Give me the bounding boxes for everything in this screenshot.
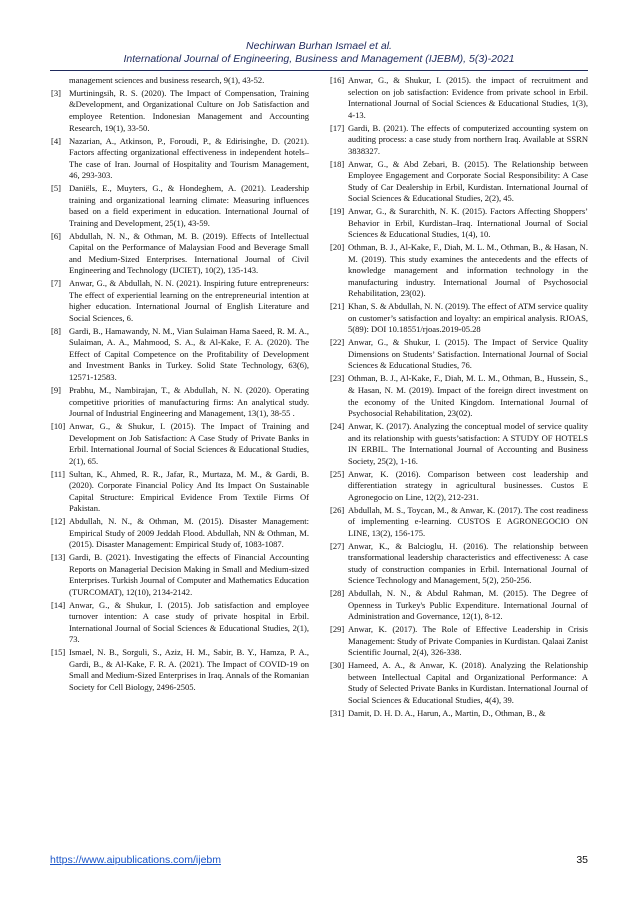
reference-item	[330, 624, 588, 659]
reference-item	[51, 600, 309, 646]
reference-item	[330, 588, 588, 623]
reference-number: [21]	[330, 301, 345, 312]
reference-text: Sultan, K., Ahmed, R. R., Jafar, R., Murtaza, M. M., & Gardi, B. (2020). Corporate Financial Policy And Its Impact On Sustainable Capital Structure: Empirical Evidence From Textile Firms Of Pakistan.	[69, 468, 309, 514]
reference-text: Abdullah, N. N., & Othman, M. B. (2019). Effects of Intellectual Capital on the Performance of Malaysian Food and Beverage Small and Medium-Sized Enterprises. International Journal of Civil Engineering and Technology (IJCIET), 10(2), 135-143.	[69, 230, 309, 276]
reference-number: [20]	[330, 242, 345, 253]
reference-number: [10]	[51, 420, 66, 431]
reference-item	[51, 516, 309, 551]
reference-item	[330, 660, 588, 706]
reference-item	[51, 136, 309, 182]
reference-text: Anwar, K. (2016). Comparison between cost leadership and differentiation strategy in agricultural businesses. Custos E Agronegocio on Line, 12(2), 212-231.	[348, 468, 588, 502]
reference-item	[330, 421, 588, 467]
reference-item	[51, 421, 309, 467]
reference-text: Daniëls, E., Muyters, G., & Hondeghem, A. (2021). Leadership training and organizational learning climate: Measuring influences based on a field experiment in education. International Journal of Training and Development, 25(1), 43-59.	[69, 183, 309, 228]
reference-number: [8]	[51, 325, 61, 336]
reference-text: Damit, D. H. D. A., Harun, A., Martin, D., Othman, B., &	[348, 707, 546, 718]
reference-number: [28]	[330, 588, 345, 599]
references-right-column	[330, 75, 588, 835]
reference-item	[330, 708, 588, 720]
page-number: 35	[576, 854, 588, 866]
reference-item	[51, 326, 309, 384]
references-left-column	[51, 75, 309, 835]
reference-text: Gardi, B. (2021). The effects of computerized accounting system on auditing process: a case study from northern Iraq. Available at SSRN 3838327.	[348, 122, 588, 156]
reference-item	[330, 123, 588, 158]
reference-number: [26]	[330, 504, 345, 515]
reference-item	[330, 469, 588, 504]
reference-text: Abdullah, N. N., & Abdul Rahman, M. (2015). The Degree of Openness in Turkey's Public Expenditure. International Journal of Administration and Governance, 12(1), 8-12.	[348, 588, 588, 622]
reference-number: [5]	[51, 183, 61, 194]
reference-item	[51, 647, 309, 693]
reference-item	[51, 88, 309, 134]
reference-text: Anwar, G., & Shukur, I. (2015). the impact of recruitment and selection on job satisfaction: Evidence from private school in Erbil. International Journal of Social Sciences & Educational Studies, 1(3), 4-13.	[348, 75, 588, 120]
reference-number: [19]	[330, 206, 345, 217]
reference-number: [27]	[330, 540, 345, 551]
reference-number: [7]	[51, 278, 61, 289]
reference-item	[330, 373, 588, 419]
reference-number: [3]	[51, 87, 61, 98]
reference-number: [18]	[330, 158, 345, 169]
reference-item	[330, 75, 588, 121]
header-authors: Nechirwan Burhan Ismael et al.	[246, 40, 392, 52]
header-journal: International Journal of Engineering, Business and Management (IJEBM), 5(3)-2021	[123, 53, 515, 65]
reference-text: Othman, B. J., Al-Kake, F., Diah, M. L. M., Othman, B., & Hasan, N. M. (2019). This study examines the antecedents and the effects of knowledge management and information technology in the manufacturing industry. International Journal of Psychosocial Rehabilitation, 23(02).	[348, 242, 588, 299]
journal-url-link[interactable]: https://www.aipublications.com/ijebm	[50, 854, 221, 866]
reference-number: [6]	[51, 230, 61, 241]
reference-text: Murtiningsih, R. S. (2020). The Impact of Compensation, Training &Development, and Organizational Culture on Job Satisfaction and employee Retention. Indonesian Management and Accounting Research, 19(1), 33-50.	[69, 87, 309, 133]
reference-number: [9]	[51, 384, 61, 395]
reference-text: Anwar, G., & Abdullah, N. N. (2021). Inspiring future entrepreneurs: The effect of experiential learning on the entrepreneurial intention at higher education. International Journal of English Literature and Social Sciences, 6.	[69, 278, 309, 323]
reference-text: Anwar, G., & Abd Zebari, B. (2015). The Relationship between Employee Engagement and Corporate Social Responsibility: A Case Study of Car Dealership in Erbil, Kurdistan. International Journal of Social Sciences & Educational Studies, 2(2), 45.	[348, 158, 588, 204]
reference-number: [14]	[51, 599, 66, 610]
reference-item	[330, 159, 588, 205]
reference-text: Anwar, G., & Surarchith, N. K. (2015). Factors Affecting Shoppers’ Behavior in Erbil, Kurdistan–Iraq. International Journal of Social Sciences & Educational Studies, 1(4), 10.	[348, 206, 588, 240]
page-footer	[50, 854, 588, 870]
reference-text: Othman, B. J., Al-Kake, F., Diah, M. L. M., Othman, B., Hussein, S., & Hasan, N. M. (2019). Impact of the foreign direct investment on the economy of the United Kingdom. International Journal of Psychosocial Rehabilitation, 23(02).	[348, 373, 588, 419]
reference-text: Anwar, G., & Shukur, I. (2015). The Impact of Service Quality Dimensions on Students’ Satisfaction. International Journal of Social Sciences & Educational Studies, 76.	[348, 337, 588, 371]
reference-number: [4]	[51, 135, 61, 146]
reference-number: [11]	[51, 468, 65, 479]
reference-item	[51, 552, 309, 598]
reference-text: Abdullah, N. N., & Othman, M. (2015). Disaster Management: Empirical Study of 2009 Jeddah Flood. Abdullah, NN & Othman, M.(2015). Disaster Management: Empirical Study of, 1083-1087.	[69, 516, 309, 550]
reference-text: Anwar, K. (2017). Analyzing the conceptual model of service quality and its relationship with guests’satisfaction: A STUDY OF HOTELS IN ERBIL. The International Journal of Accounting and Business Society, 25(2), 1-16.	[348, 420, 588, 466]
reference-number: [17]	[330, 122, 345, 133]
reference-number: [24]	[330, 420, 345, 431]
reference-item	[330, 242, 588, 300]
reference-item	[330, 301, 588, 336]
reference-text: Gardi, B. (2021). Investigating the effects of Financial Accounting Reports on Managerial Decision Making in Small and Medium-sized Enterprises. Turkish Journal of Computer and Mathematics Education (TURCOMAT), 12(10), 2134-2142.	[69, 552, 309, 597]
reference-number: [30]	[330, 660, 345, 671]
reference-item	[51, 278, 309, 324]
reference-text: Nazarian, A., Atkinson, P., Foroudi, P., & Edirisinghe, D. (2021). Factors affecting organizational effectiveness in independent hotels–The case of Iran. Journal of Hospitality and Tourism Management, 46, 293-303.	[69, 135, 309, 181]
reference-text: Anwar, K. (2017). The Role of Effective Leadership in Crisis Management: Study of Private Companies in Kurdistan. Qalaai Zanist Scientific Journal, 2(4), 326-338.	[348, 624, 588, 658]
reference-number: [25]	[330, 468, 345, 479]
reference-number: [15]	[51, 647, 66, 658]
reference-text: Khan, S. & Abdullah, N. N. (2019). The effect of ATM service quality on customer’s satisfaction and loyalty: an empirical analysis. RJOAS, 5(89): DOI 10.18551/rjoas.2019-05.28	[348, 301, 588, 335]
reference-item	[330, 505, 588, 540]
reference-number: [12]	[51, 516, 66, 527]
references-body	[51, 75, 588, 835]
reference-text: Anwar, K., & Balcioglu, H. (2016). The relationship between transformational leadership characteristics and effectiveness: A case study of construction companies in Erbil. International Journal of Science Technology and Management, 5(2), 250-256.	[348, 540, 588, 586]
reference-item	[51, 469, 309, 515]
reference-item	[51, 231, 309, 277]
reference-number: [22]	[330, 337, 345, 348]
reference-item	[51, 183, 309, 229]
reference-text: Prabhu, M., Nambirajan, T., & Abdullah, N. N. (2020). Operating competitive priorities of manufacturing firms: An analytical study. Journal of Industrial Engineering and Management, 13(1), 38-55 .	[69, 384, 309, 419]
reference-number: [31]	[330, 707, 345, 718]
header-rule	[50, 70, 588, 71]
reference-text: Anwar, G., & Shukur, I. (2015). The Impact of Training and Development on Job Satisfaction: A Case Study of Private Banks in Erbil. International Journal of Social Sciences & Educational Studies, 2(1), 65.	[69, 420, 309, 466]
reference-text: Ismael, N. B., Sorguli, S., Aziz, H. M., Sabir, B. Y., Hamza, P. A., Gardi, B., & Al-Kake, F. R. A. (2021). The Impact of COVID-19 on Small and Medium-Sized Enterprises in Iraq. Annals of the Romanian Society for Cell Biology, 2496-2505.	[69, 647, 309, 692]
running-header	[0, 40, 638, 66]
reference-text: Gardi, B., Hamawandy, N. M., Vian Sulaiman Hama Saeed, R. M. A., Sulaiman, A. A., Mahmood, S. A., & Al-Kake, F. A. (2020). The Effect of Capital Competence on the Profitability of Development and Investment Banks in Turkey. Solid State Technology, 63(6), 12571-12583.	[69, 325, 309, 383]
reference-text: Anwar, G., & Shukur, I. (2015). Job satisfaction and employee turnover intention: A case study of private hospital in Erbil. International Journal of Social Sciences & Educational Studies, 2(1), 73.	[69, 599, 309, 645]
reference-item	[51, 75, 309, 87]
reference-text: Hameed, A. A., & Anwar, K. (2018). Analyzing the Relationship between Intellectual Capital and Organizational Performance: A Study of Selected Private Banks in Kurdistan. International Journal of Social Sciences & Educational Studies, 4(4), 39.	[348, 660, 588, 705]
reference-text: Abdullah, M. S., Toycan, M., & Anwar, K. (2017). The cost readiness of implementing e-learning. CUSTOS E AGRONEGOCIO ON LINE, 13(2), 156-175.	[348, 504, 588, 538]
reference-item	[330, 206, 588, 241]
reference-text: management sciences and business research, 9(1), 43-52.	[69, 75, 265, 85]
reference-item	[330, 337, 588, 372]
reference-number: [23]	[330, 373, 345, 384]
reference-item	[330, 541, 588, 587]
reference-item	[51, 385, 309, 420]
reference-number: [29]	[330, 624, 345, 635]
reference-number: [13]	[51, 552, 66, 563]
reference-number: [16]	[330, 75, 345, 85]
